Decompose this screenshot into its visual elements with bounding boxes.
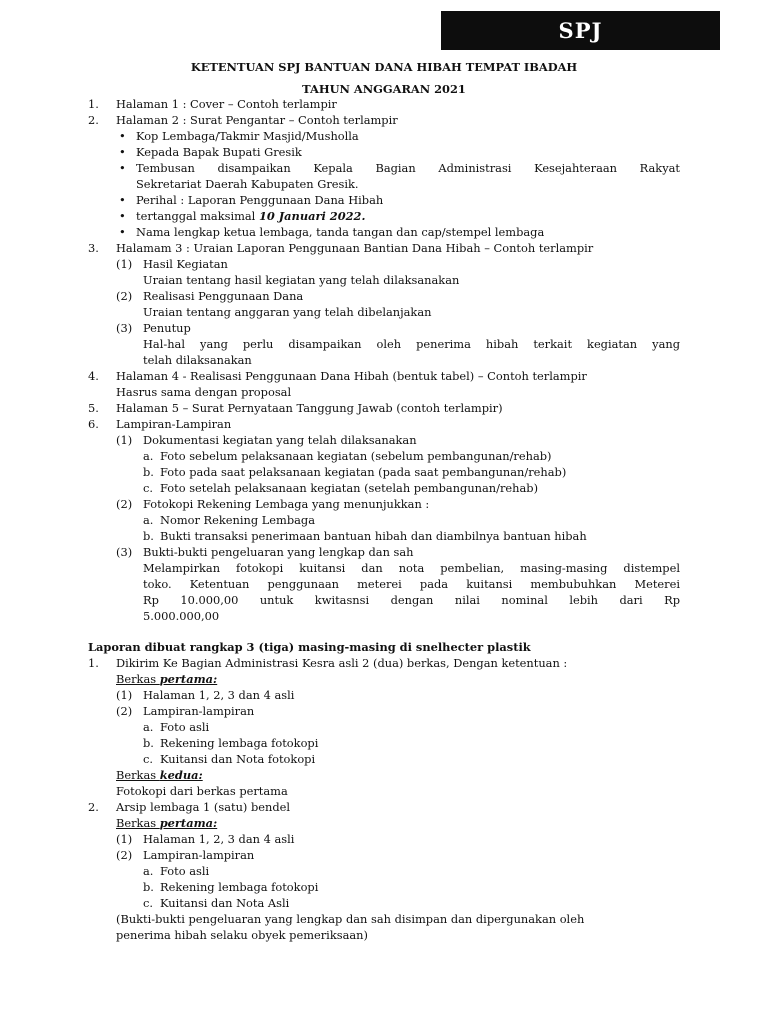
list-marker: c. [143,752,154,766]
list-marker: (1) [116,257,133,271]
subitem-desc: Hal-hal yang perlu disampaikan oleh penerima hibah terkait kegiatan yang [143,337,680,351]
berkas-kedua-desc: Fotokopi dari berkas pertama [116,784,288,798]
list-marker: c. [143,481,154,495]
list-marker: a. [143,513,154,527]
subitem: Hasil Kegiatan [143,257,228,271]
list-marker: (2) [116,289,133,303]
berkas-word: Berkas [116,768,160,782]
closing-note-cont: penerima hibah selaku obyek pemeriksaan) [116,928,368,942]
subsubitem: Nomor Rekening Lembaga [160,513,316,527]
bullet-icon: • [119,225,126,239]
subitem-desc: 5.000.000,00 [143,609,220,623]
bullet-item: Nama lengkap ketua lembaga, tanda tangan dan cap/stempel lembaga [136,225,545,239]
subitem-desc: Uraian tentang hasil kegiatan yang telah dilaksanakan [143,273,460,287]
list-marker: b. [143,529,154,543]
subitem: Lampiran-lampiran [143,848,255,862]
subitem: Fotokopi Rekening Lembaga yang menunjukkan : [143,497,430,511]
list-marker: (1) [116,832,133,846]
deadline-date: 10 Januari 2022. [258,209,366,223]
subsubitem: Kuitansi dan Nota fotokopi [160,752,316,766]
list-marker: (2) [116,497,133,511]
subsubitem: Bukti transaksi penerimaan bantuan hibah dan diambilnya bantuan hibah [160,529,587,543]
bullet-icon: • [119,129,126,143]
list-marker: a. [143,864,154,878]
subsubitem: Foto sebelum pelaksanaan kegiatan (sebelum pembangunan/rehab) [160,449,552,463]
item-halaman-2: Halaman 2 : Surat Pengantar – Contoh terlampir [116,113,398,127]
berkas-ordinal: kedua: [159,768,203,782]
item-dikirim: Dikirim Ke Bagian Administrasi Kesra asli 2 (dua) berkas, Dengan ketentuan : [116,656,568,670]
list-marker: 5. [88,401,99,415]
berkas-pertama-label [116,672,217,687]
bullet-icon: • [119,193,126,207]
subitem: Penutup [143,321,191,335]
subsubitem: Rekening lembaga fotokopi [160,736,319,750]
bullet-item: Tembusan disampaikan Kepala Bagian Administrasi Kesejahteraan Rakyat [136,161,680,175]
bullet-item-cont: Sekretariat Daerah Kabupaten Gresik. [136,177,359,191]
bullet-icon: • [119,145,126,159]
subitem: Bukti-bukti pengeluaran yang lengkap dan sah [143,545,414,559]
subitem: Halaman 1, 2, 3 dan 4 asli [143,688,295,702]
item-halaman-3: Halamam 3 : Uraian Laporan Penggunaan Bantian Dana Hibah – Contoh terlampir [116,241,594,255]
doc-title-line1: KETENTUAN SPJ BANTUAN DANA HIBAH TEMPAT IBADAH [190,60,578,74]
list-marker: a. [143,720,154,734]
list-marker: 3. [88,241,99,255]
subitem-desc: Uraian tentang anggaran yang telah dibelanjakan [143,305,432,319]
subitem-desc: Melampirkan fotokopi kuitansi dan nota pembelian, masing-masing distempel [143,561,680,575]
subsubitem: Foto pada saat pelaksanaan kegiatan (pada saat pembangunan/rehab) [160,465,567,479]
subsubitem: Foto setelah pelaksanaan kegiatan (setelah pembangunan/rehab) [160,481,539,495]
subitem: Lampiran-lampiran [143,704,255,718]
list-marker: b. [143,736,154,750]
bullet-item: Kop Lembaga/Takmir Masjid/Musholla [136,129,359,143]
list-marker: 2. [88,800,99,814]
list-marker: (2) [116,704,133,718]
list-marker: c. [143,896,154,910]
list-marker: 4. [88,369,99,383]
berkas-word: Berkas [116,816,160,830]
date-prefix: tertanggal maksimal [136,209,259,223]
subsubitem: Foto asli [160,720,210,734]
item-halaman-4: Halaman 4 - Realisasi Penggunaan Dana Hibah (bentuk tabel) – Contoh terlampir [116,369,587,383]
doc-title-line2: TAHUN ANGGARAN 2021 [302,82,466,96]
section-heading: Laporan dibuat rangkap 3 (tiga) masing-masing di snelhecter plastik [88,640,531,654]
list-marker: (1) [116,433,133,447]
closing-note: (Bukti-bukti pengeluaran yang lengkap dan sah disimpan dan dipergunakan oleh [116,912,585,926]
list-marker: 1. [88,97,99,111]
berkas-kedua-label [116,768,203,783]
list-marker: (3) [116,545,133,559]
subitem-desc-cont: telah dilaksanakan [143,353,252,367]
spj-badge: SPJ [441,11,720,50]
list-marker: (3) [116,321,133,335]
list-marker: 2. [88,113,99,127]
subitem: Dokumentasi kegiatan yang telah dilaksanakan [143,433,417,447]
list-marker: b. [143,465,154,479]
list-marker: (1) [116,688,133,702]
list-marker: 6. [88,417,99,431]
subsubitem: Kuitansi dan Nota Asli [160,896,290,910]
item-arsip: Arsip lembaga 1 (satu) bendel [116,800,291,814]
bullet-icon: • [119,209,126,223]
berkas-word: Berkas [116,672,160,686]
subitem-desc: toko. Ketentuan penggunaan meterei pada kuitansi membubuhkan Meterei [143,577,680,591]
berkas-ordinal: pertama: [159,672,218,686]
list-marker: a. [143,449,154,463]
item-lampiran: Lampiran-Lampiran [116,417,232,431]
subitem-desc: Rp 10.000,00 untuk kwitasnsi dengan nilai nominal lebih dari Rp [143,593,680,607]
bullet-icon: • [119,161,126,175]
list-marker: b. [143,880,154,894]
bullet-item [136,209,365,224]
item-halaman-1: Halaman 1 : Cover – Contoh terlampir [116,97,337,111]
berkas-ordinal: pertama: [159,816,218,830]
bullet-item: Kepada Bapak Bupati Gresik [136,145,302,159]
subitem: Realisasi Penggunaan Dana [143,289,304,303]
list-marker: 1. [88,656,99,670]
list-marker: (2) [116,848,133,862]
item-halaman-5: Halaman 5 – Surat Pernyataan Tanggung Jawab (contoh terlampir) [116,401,503,415]
bullet-item: Perihal : Laporan Penggunaan Dana Hibah [136,193,384,207]
item-halaman-4-note: Hasrus sama dengan proposal [116,385,292,399]
subitem: Halaman 1, 2, 3 dan 4 asli [143,832,295,846]
subsubitem: Foto asli [160,864,210,878]
berkas-pertama-label [116,816,217,831]
subsubitem: Rekening lembaga fotokopi [160,880,319,894]
